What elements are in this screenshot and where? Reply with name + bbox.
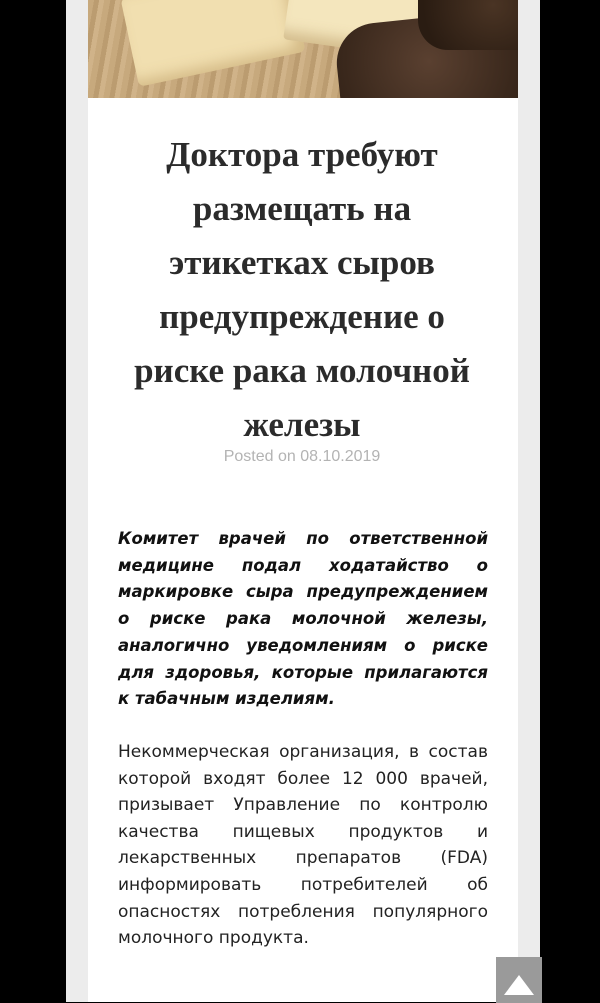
article-lead: Комитет врачей по ответственной медицине подал ходатайство о маркировке сыра предупреждением о риске рака молочной железы, аналогично уведомлениям о риске для здоровья, которые прилагаются к табачным изделиям. bbox=[118, 529, 488, 709]
posted-prefix: Posted on bbox=[223, 448, 296, 465]
post-meta bbox=[110, 448, 494, 466]
arrow-up-icon bbox=[504, 975, 534, 995]
article-title: Доктора требуют размещать на этикетках сыров предупреждение о риске рака молочной железы bbox=[134, 135, 470, 444]
article-body-paragraph: Некоммерческая организация, в состав которой входят более 12 000 врачей, призывает Управление по контролю качества пищевых продуктов и лекарственных препаратов (FDA) информировать потребителей об опасностях потребления популярного молочного продукта. bbox=[118, 742, 488, 949]
posted-date[interactable]: 08.10.2019 bbox=[300, 448, 381, 465]
bread-loaf-graphic bbox=[418, 0, 518, 50]
article-hero-image bbox=[88, 0, 518, 98]
scroll-to-top-button[interactable] bbox=[496, 957, 542, 1003]
